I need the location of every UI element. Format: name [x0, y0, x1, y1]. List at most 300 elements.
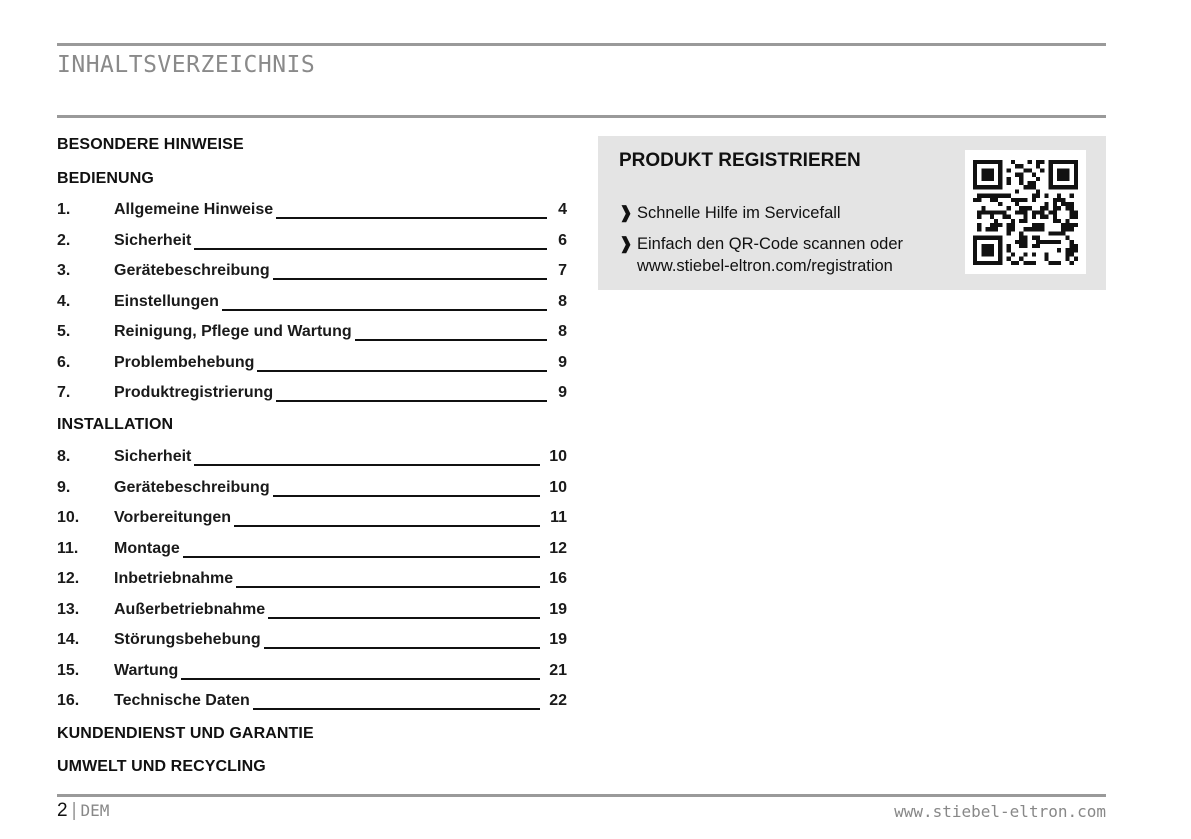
toc-entry-number: 14. — [57, 631, 80, 648]
qr-module — [1070, 240, 1074, 244]
qr-module — [1074, 181, 1078, 185]
registration-link[interactable]: www.stiebel-eltron.com/registration — [637, 257, 893, 275]
qr-module — [1044, 202, 1048, 206]
qr-module — [1032, 223, 1036, 227]
qr-module — [977, 223, 981, 227]
qr-module — [1019, 219, 1023, 223]
qr-module — [1019, 231, 1023, 235]
qr-module — [1049, 261, 1053, 265]
toc-entry-number: 2. — [57, 231, 71, 249]
qr-module — [1049, 160, 1053, 164]
qr-module — [1040, 168, 1044, 172]
toc-entry-title: Gerätebeschreibung — [114, 479, 273, 497]
qr-module — [1044, 240, 1048, 244]
qr-module — [977, 185, 981, 189]
qr-module — [998, 177, 1002, 181]
toc-entry-page: 16 — [546, 570, 567, 588]
qr-module — [1070, 248, 1074, 252]
qr-module — [998, 202, 1002, 206]
toc-entry-title: Allgemeine Hinweise — [114, 201, 276, 219]
qr-module — [1011, 227, 1015, 231]
qr-module — [1057, 240, 1061, 244]
qr-module — [1015, 210, 1019, 214]
qr-module — [1023, 168, 1027, 172]
qr-module — [1070, 206, 1074, 210]
qr-module — [1036, 244, 1040, 248]
qr-module — [1061, 185, 1065, 189]
qr-module — [1065, 219, 1069, 223]
qr-module — [998, 261, 1002, 265]
qr-module — [1007, 215, 1011, 219]
qr-module — [977, 160, 981, 164]
qr-module — [1023, 198, 1027, 202]
qr-module — [994, 223, 998, 227]
qr-module — [1049, 181, 1053, 185]
qr-module — [1023, 210, 1027, 214]
qr-module — [1061, 227, 1065, 231]
qr-module — [1015, 198, 1019, 202]
toc-entry[interactable] — [57, 601, 567, 623]
qr-module — [998, 168, 1002, 172]
qr-module — [998, 244, 1002, 248]
register-item-service — [619, 202, 841, 224]
qr-module — [1007, 231, 1011, 235]
toc-entry-number: 11. — [57, 539, 79, 557]
qr-module — [1032, 227, 1036, 231]
toc-entry[interactable] — [57, 570, 567, 592]
toc-entry-page: 12 — [546, 540, 567, 558]
qr-module — [1032, 244, 1036, 248]
toc-entry[interactable] — [57, 448, 567, 470]
toc-entry-page: 9 — [547, 384, 567, 402]
qr-module — [1032, 236, 1036, 240]
qr-module — [1070, 185, 1074, 189]
qr-module — [990, 248, 994, 252]
toc-entry-number: 10. — [57, 509, 80, 526]
qr-module — [1061, 202, 1065, 206]
qr-module — [973, 177, 977, 181]
toc-entry-title: Produktregistrierung — [114, 384, 276, 402]
qr-module — [990, 236, 994, 240]
qr-module — [1028, 168, 1032, 172]
toc-entry-number: 16. — [57, 692, 80, 709]
qr-module — [1023, 219, 1027, 223]
qr-module — [998, 248, 1002, 252]
qr-module — [1044, 194, 1048, 198]
qr-module — [1057, 248, 1061, 252]
qr-module — [973, 257, 977, 261]
toc-entry-title: Montage — [114, 540, 183, 558]
qr-module — [1074, 173, 1078, 177]
language-code: DEM — [80, 801, 110, 820]
qr-module — [990, 244, 994, 248]
qr-module — [1019, 198, 1023, 202]
qr-module — [990, 210, 994, 214]
qr-module — [1036, 236, 1040, 240]
toc-entry-page: 10 — [546, 448, 567, 466]
register-title: PRODUKT REGISTRIEREN — [619, 150, 861, 171]
qr-module — [994, 185, 998, 189]
qr-module — [994, 194, 998, 198]
toc-entry-page: 10 — [546, 479, 567, 497]
qr-module — [998, 236, 1002, 240]
qr-module — [1019, 164, 1023, 168]
header-rule-bottom — [57, 115, 1106, 118]
qr-module — [998, 252, 1002, 256]
toc-entry-page: 11 — [547, 509, 567, 527]
qr-module — [1070, 261, 1074, 265]
qr-module — [986, 173, 990, 177]
toc-entry-number: 8. — [57, 448, 71, 465]
qr-module — [1036, 240, 1040, 244]
qr-module — [1065, 160, 1069, 164]
qr-module — [981, 185, 985, 189]
qr-module — [1032, 198, 1036, 202]
qr-module — [998, 223, 1002, 227]
qr-module — [1074, 248, 1078, 252]
qr-module — [1032, 215, 1036, 219]
qr-module — [1019, 236, 1023, 240]
qr-module — [1023, 240, 1027, 244]
section-heading-kundendienst[interactable]: KUNDENDIENST UND GARANTIE — [57, 725, 314, 742]
section-heading-umwelt[interactable]: UMWELT UND RECYCLING — [57, 758, 266, 775]
qr-module — [977, 261, 981, 265]
qr-module — [973, 236, 977, 240]
qr-module — [981, 248, 985, 252]
toc-entry-title: Reinigung, Pflege und Wartung — [114, 323, 355, 341]
register-item-service-text: Schnelle Hilfe im Servicefall — [637, 204, 841, 222]
qr-module — [1011, 160, 1015, 164]
section-heading-besondere-hinweise[interactable]: BESONDERE HINWEISE — [57, 136, 244, 153]
qr-module — [1028, 185, 1032, 189]
qr-module — [1015, 261, 1019, 265]
toc-entry-page: 8 — [547, 323, 567, 341]
toc-entry[interactable] — [57, 232, 567, 254]
qr-module — [1061, 223, 1065, 227]
qr-module — [1070, 215, 1074, 219]
qr-module — [990, 185, 994, 189]
qr-module — [1036, 189, 1040, 193]
qr-module — [1007, 257, 1011, 261]
product-register-box — [598, 136, 1106, 290]
qr-code-icon[interactable] — [965, 150, 1086, 274]
footer-separator: | — [71, 800, 77, 821]
toc-entry-page: 9 — [547, 354, 567, 372]
qr-module — [977, 210, 981, 214]
toc-entry-number: 1. — [57, 201, 71, 218]
qr-module — [1040, 223, 1044, 227]
toc-entry-title: Gerätebeschreibung — [114, 262, 273, 280]
qr-module — [1032, 194, 1036, 198]
toc-entry-number: 6. — [57, 353, 71, 371]
qr-module — [1040, 206, 1044, 210]
qr-module — [1032, 185, 1036, 189]
toc-entry-page: 21 — [546, 662, 567, 680]
qr-module — [1070, 223, 1074, 227]
qr-module — [973, 240, 977, 244]
qr-module — [1053, 231, 1057, 235]
footer-rule — [57, 794, 1106, 797]
toc-entry-page: 6 — [547, 232, 567, 250]
qr-module — [990, 194, 994, 198]
qr-module — [986, 168, 990, 172]
toc-entry-title: Sicherheit — [114, 448, 194, 466]
qr-module — [1007, 223, 1011, 227]
qr-module — [1074, 215, 1078, 219]
qr-module — [994, 261, 998, 265]
qr-module — [981, 168, 985, 172]
toc-entry[interactable] — [57, 201, 567, 223]
qr-module — [1023, 244, 1027, 248]
qr-module — [1023, 227, 1027, 231]
qr-module — [986, 177, 990, 181]
toc-entry[interactable] — [57, 384, 567, 406]
qr-module — [1044, 252, 1048, 256]
qr-module — [1053, 160, 1057, 164]
toc-entry-number: 15. — [57, 661, 80, 679]
qr-module — [1028, 181, 1032, 185]
qr-module — [1057, 261, 1061, 265]
qr-module — [986, 210, 990, 214]
toc-entry-page: 19 — [546, 601, 567, 619]
qr-module — [1057, 168, 1061, 172]
qr-module — [1049, 177, 1053, 181]
qr-module — [1074, 160, 1078, 164]
qr-module — [1019, 257, 1023, 261]
qr-module — [1061, 231, 1065, 235]
qr-module — [1074, 185, 1078, 189]
qr-module — [1074, 223, 1078, 227]
qr-module — [1023, 261, 1027, 265]
qr-module — [1028, 160, 1032, 164]
qr-module — [1053, 206, 1057, 210]
qr-module — [994, 227, 998, 231]
qr-module — [1065, 177, 1069, 181]
qr-module — [981, 173, 985, 177]
qr-module — [1007, 244, 1011, 248]
toc-entry[interactable] — [57, 692, 567, 714]
register-item-scan-text: Einfach den QR-Code scannen oder — [637, 235, 903, 253]
toc-entry-page: 19 — [546, 631, 567, 649]
toc-entry[interactable] — [57, 293, 567, 315]
qr-module — [1070, 202, 1074, 206]
qr-module — [998, 240, 1002, 244]
qr-module — [986, 185, 990, 189]
toc-entry[interactable] — [57, 354, 567, 376]
qr-module — [1019, 240, 1023, 244]
qr-module — [1019, 181, 1023, 185]
qr-module — [973, 244, 977, 248]
qr-module — [986, 194, 990, 198]
qr-module — [973, 261, 977, 265]
toc-entry-page: 8 — [547, 293, 567, 311]
qr-module — [998, 164, 1002, 168]
toc-entry-number: 5. — [57, 323, 71, 340]
qr-module — [1065, 206, 1069, 210]
qr-module — [977, 227, 981, 231]
toc-entry-title: Inbetriebnahme — [114, 570, 236, 588]
qr-module — [1032, 210, 1036, 214]
toc-entry-number: 3. — [57, 262, 71, 279]
qr-module — [977, 194, 981, 198]
qr-module — [994, 210, 998, 214]
qr-module — [1074, 244, 1078, 248]
chevron-right-icon: ❱ — [619, 235, 633, 253]
qr-module — [1007, 206, 1011, 210]
qr-module — [1057, 173, 1061, 177]
qr-module — [1065, 236, 1069, 240]
qr-module — [1065, 173, 1069, 177]
qr-module — [1057, 206, 1061, 210]
qr-module — [1036, 227, 1040, 231]
toc-entry[interactable] — [57, 323, 567, 345]
qr-module — [998, 173, 1002, 177]
qr-module — [1032, 181, 1036, 185]
qr-module — [1040, 240, 1044, 244]
qr-module — [1019, 244, 1023, 248]
qr-module — [1053, 240, 1057, 244]
qr-module — [981, 177, 985, 181]
qr-module — [973, 252, 977, 256]
qr-module — [973, 185, 977, 189]
qr-module — [1070, 194, 1074, 198]
qr-module — [973, 173, 977, 177]
qr-module — [1061, 177, 1065, 181]
qr-module — [1015, 189, 1019, 193]
qr-module — [1007, 194, 1011, 198]
qr-module — [1053, 215, 1057, 219]
qr-module — [986, 252, 990, 256]
qr-module — [1044, 206, 1048, 210]
qr-module — [1057, 177, 1061, 181]
qr-module — [1011, 223, 1015, 227]
qr-module — [1002, 210, 1006, 214]
qr-module — [1057, 185, 1061, 189]
qr-module — [1065, 202, 1069, 206]
qr-module — [990, 168, 994, 172]
qr-module — [1015, 164, 1019, 168]
qr-module — [1057, 160, 1061, 164]
qr-module — [994, 236, 998, 240]
qr-module — [1032, 261, 1036, 265]
qr-module — [1049, 185, 1053, 189]
qr-module — [1070, 160, 1074, 164]
qr-module — [986, 248, 990, 252]
qr-module — [1065, 227, 1069, 231]
qr-module — [1032, 173, 1036, 177]
qr-module — [1065, 223, 1069, 227]
qr-module — [990, 252, 994, 256]
qr-module — [1007, 181, 1011, 185]
toc-entry-number: 9. — [57, 478, 71, 496]
qr-module — [990, 261, 994, 265]
qr-module — [1053, 210, 1057, 214]
toc-entry[interactable] — [57, 262, 567, 284]
toc-entry[interactable] — [57, 540, 567, 562]
qr-module — [1007, 177, 1011, 181]
qr-module — [1074, 164, 1078, 168]
header-rule-top — [57, 43, 1106, 46]
qr-module — [1070, 244, 1074, 248]
qr-module — [998, 160, 1002, 164]
qr-module — [1070, 227, 1074, 231]
toc-entry[interactable] — [57, 509, 567, 531]
qr-module — [1065, 248, 1069, 252]
toc-entry-title: Einstellungen — [114, 293, 222, 311]
qr-module — [1015, 173, 1019, 177]
qr-module — [1053, 219, 1057, 223]
section-heading-bedienung[interactable]: BEDIENUNG — [57, 170, 154, 187]
qr-module — [990, 173, 994, 177]
toc-entry-number: 7. — [57, 384, 71, 401]
qr-module — [1023, 185, 1027, 189]
toc-entry-page: 4 — [547, 201, 567, 219]
qr-module — [1028, 206, 1032, 210]
qr-module — [1061, 160, 1065, 164]
toc-entry-title: Problembehebung — [114, 354, 257, 372]
qr-module — [1049, 164, 1053, 168]
qr-module — [986, 160, 990, 164]
qr-module — [1061, 198, 1065, 202]
qr-module — [1036, 164, 1040, 168]
qr-module — [1011, 261, 1015, 265]
qr-module — [1074, 257, 1078, 261]
register-item-scan — [619, 233, 903, 277]
page-number: 2 — [57, 800, 68, 821]
toc-entry[interactable] — [57, 662, 567, 684]
qr-module — [1074, 177, 1078, 181]
qr-module — [986, 236, 990, 240]
qr-module — [1057, 219, 1061, 223]
qr-module — [981, 210, 985, 214]
toc-entry-title: Technische Daten — [114, 692, 253, 710]
toc-entry-title: Außerbetriebnahme — [114, 601, 268, 619]
qr-module — [981, 194, 985, 198]
qr-module — [973, 248, 977, 252]
qr-module — [1011, 252, 1015, 256]
toc-entry-number: 4. — [57, 292, 71, 310]
qr-module — [998, 185, 1002, 189]
qr-module — [990, 227, 994, 231]
toc-entry-page: 7 — [547, 262, 567, 280]
qr-module — [990, 215, 994, 219]
toc-entry[interactable] — [57, 479, 567, 501]
qr-module — [1011, 198, 1015, 202]
qr-module — [1007, 168, 1011, 172]
qr-module — [1007, 227, 1011, 231]
qr-module — [1074, 210, 1078, 214]
qr-module — [1023, 252, 1027, 256]
qr-module — [998, 257, 1002, 261]
toc-entry[interactable] — [57, 631, 567, 653]
qr-module — [981, 160, 985, 164]
section-heading-installation[interactable]: INSTALLATION — [57, 416, 174, 433]
qr-module — [973, 181, 977, 185]
qr-module — [1040, 160, 1044, 164]
qr-module — [1057, 194, 1061, 198]
qr-module — [1049, 168, 1053, 172]
qr-module — [1061, 173, 1065, 177]
qr-module — [1049, 210, 1053, 214]
qr-module — [973, 168, 977, 172]
qr-module — [986, 244, 990, 248]
qr-module — [994, 219, 998, 223]
qr-module — [1049, 173, 1053, 177]
qr-module — [973, 164, 977, 168]
qr-module — [1002, 194, 1006, 198]
qr-module — [998, 194, 1002, 198]
footer-url[interactable]: www.stiebel-eltron.com — [894, 802, 1106, 821]
